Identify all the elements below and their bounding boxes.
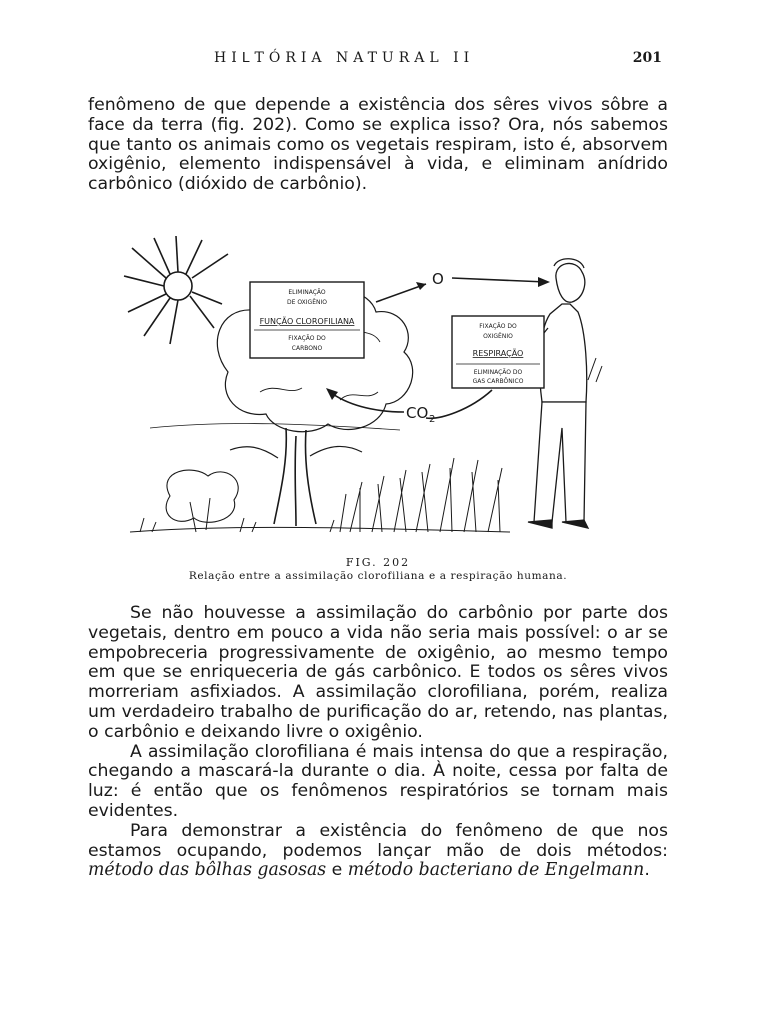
figure-label: FIG. 202 [345,556,411,569]
page-number: 201 [632,50,662,66]
man-illustration [524,259,588,528]
method-gas-bubbles: método das bôlhas gasosas [88,860,327,881]
methods-connector: e [326,860,348,881]
respiration-box [452,316,544,388]
respiration-box-title: RESPIRAÇÃO [472,349,524,358]
plant-box-line4: CARBONO [291,345,323,352]
respiration-box-line4: GAS CARBÔNICO [472,378,524,385]
oxygen-arrow [376,270,550,302]
figure-illustration [110,232,630,552]
figure-caption: Relação entre a assimilação clorofiliana e a respiração humana. [188,570,568,582]
figure-202 [110,232,630,552]
respiration-box-line1: FIXAÇÃO DO [479,323,517,330]
paragraph: Se não houvesse a assimilação do carbônio por parte dos vegetais, dentro em pouco a vida não seria mais possível: o ar se empobreceria progressivamente de oxigênio, ao mesmo tempo em que se enriqueceria de gás carbônico. E todos os sêres vivos morreriam asfixiados. A assimilação clorofiliana, porém, realiza um verdadeiro trabalho de purificação do ar, retendo, nas plantas, o carbônio e deixando livre o oxigênio. [88,603,668,742]
paragraph-text: fenômeno de que depende a existência dos sêres vivos sôbre a face da terra (fig. 202). Como se explica isso? Ora, nós sabemos que tanto os animais como os vegetais respiram, isto é, absorvem oxigênio, elemento indispensável à vida, e eliminam anídrido carbônico (dióxido de carbônio). [88,95,668,195]
respiration-box-line3: ELIMINAÇÃO DO [473,369,523,376]
co2-subscript: 2 [429,414,436,425]
method-engelmann: método bacteriano de Engelmann [347,860,645,881]
sun-icon [124,236,228,344]
paragraph: A assimilação clorofiliana é mais intensa do que a respiração, chegando a mascará-la durante o dia. À noite, cessa por falta de luz: é então que os fenômenos respiratórios se tornam mais evidentes. [88,741,668,821]
plant-function-box [250,282,364,358]
co2-arrow [326,388,492,425]
plant-box-line2: DE OXIGÊNIO [287,299,327,306]
plant-box-line1: ELIMINAÇÃO [288,289,326,296]
methods-intro: Para demonstrar a existência do fenômeno de que nos estamos ocupando, podemos lançar mão de dois métodos: [88,820,668,861]
respiration-box-line2: OXIGÊNIO [483,333,513,340]
plant-box-line3: FIXAÇÃO DO [288,335,326,342]
oxygen-label: O [432,270,444,288]
running-head [88,50,670,70]
plant-box-title: FUNÇÃO CLOROFILIANA [259,317,355,326]
top-paragraph [88,96,668,195]
running-title: HIꓡTÓRIA NATURAL II [214,50,475,66]
methods-end: . [644,860,650,881]
body-paragraphs [88,604,668,881]
co2-label: CO [406,404,429,422]
paragraph-methods [88,822,668,881]
